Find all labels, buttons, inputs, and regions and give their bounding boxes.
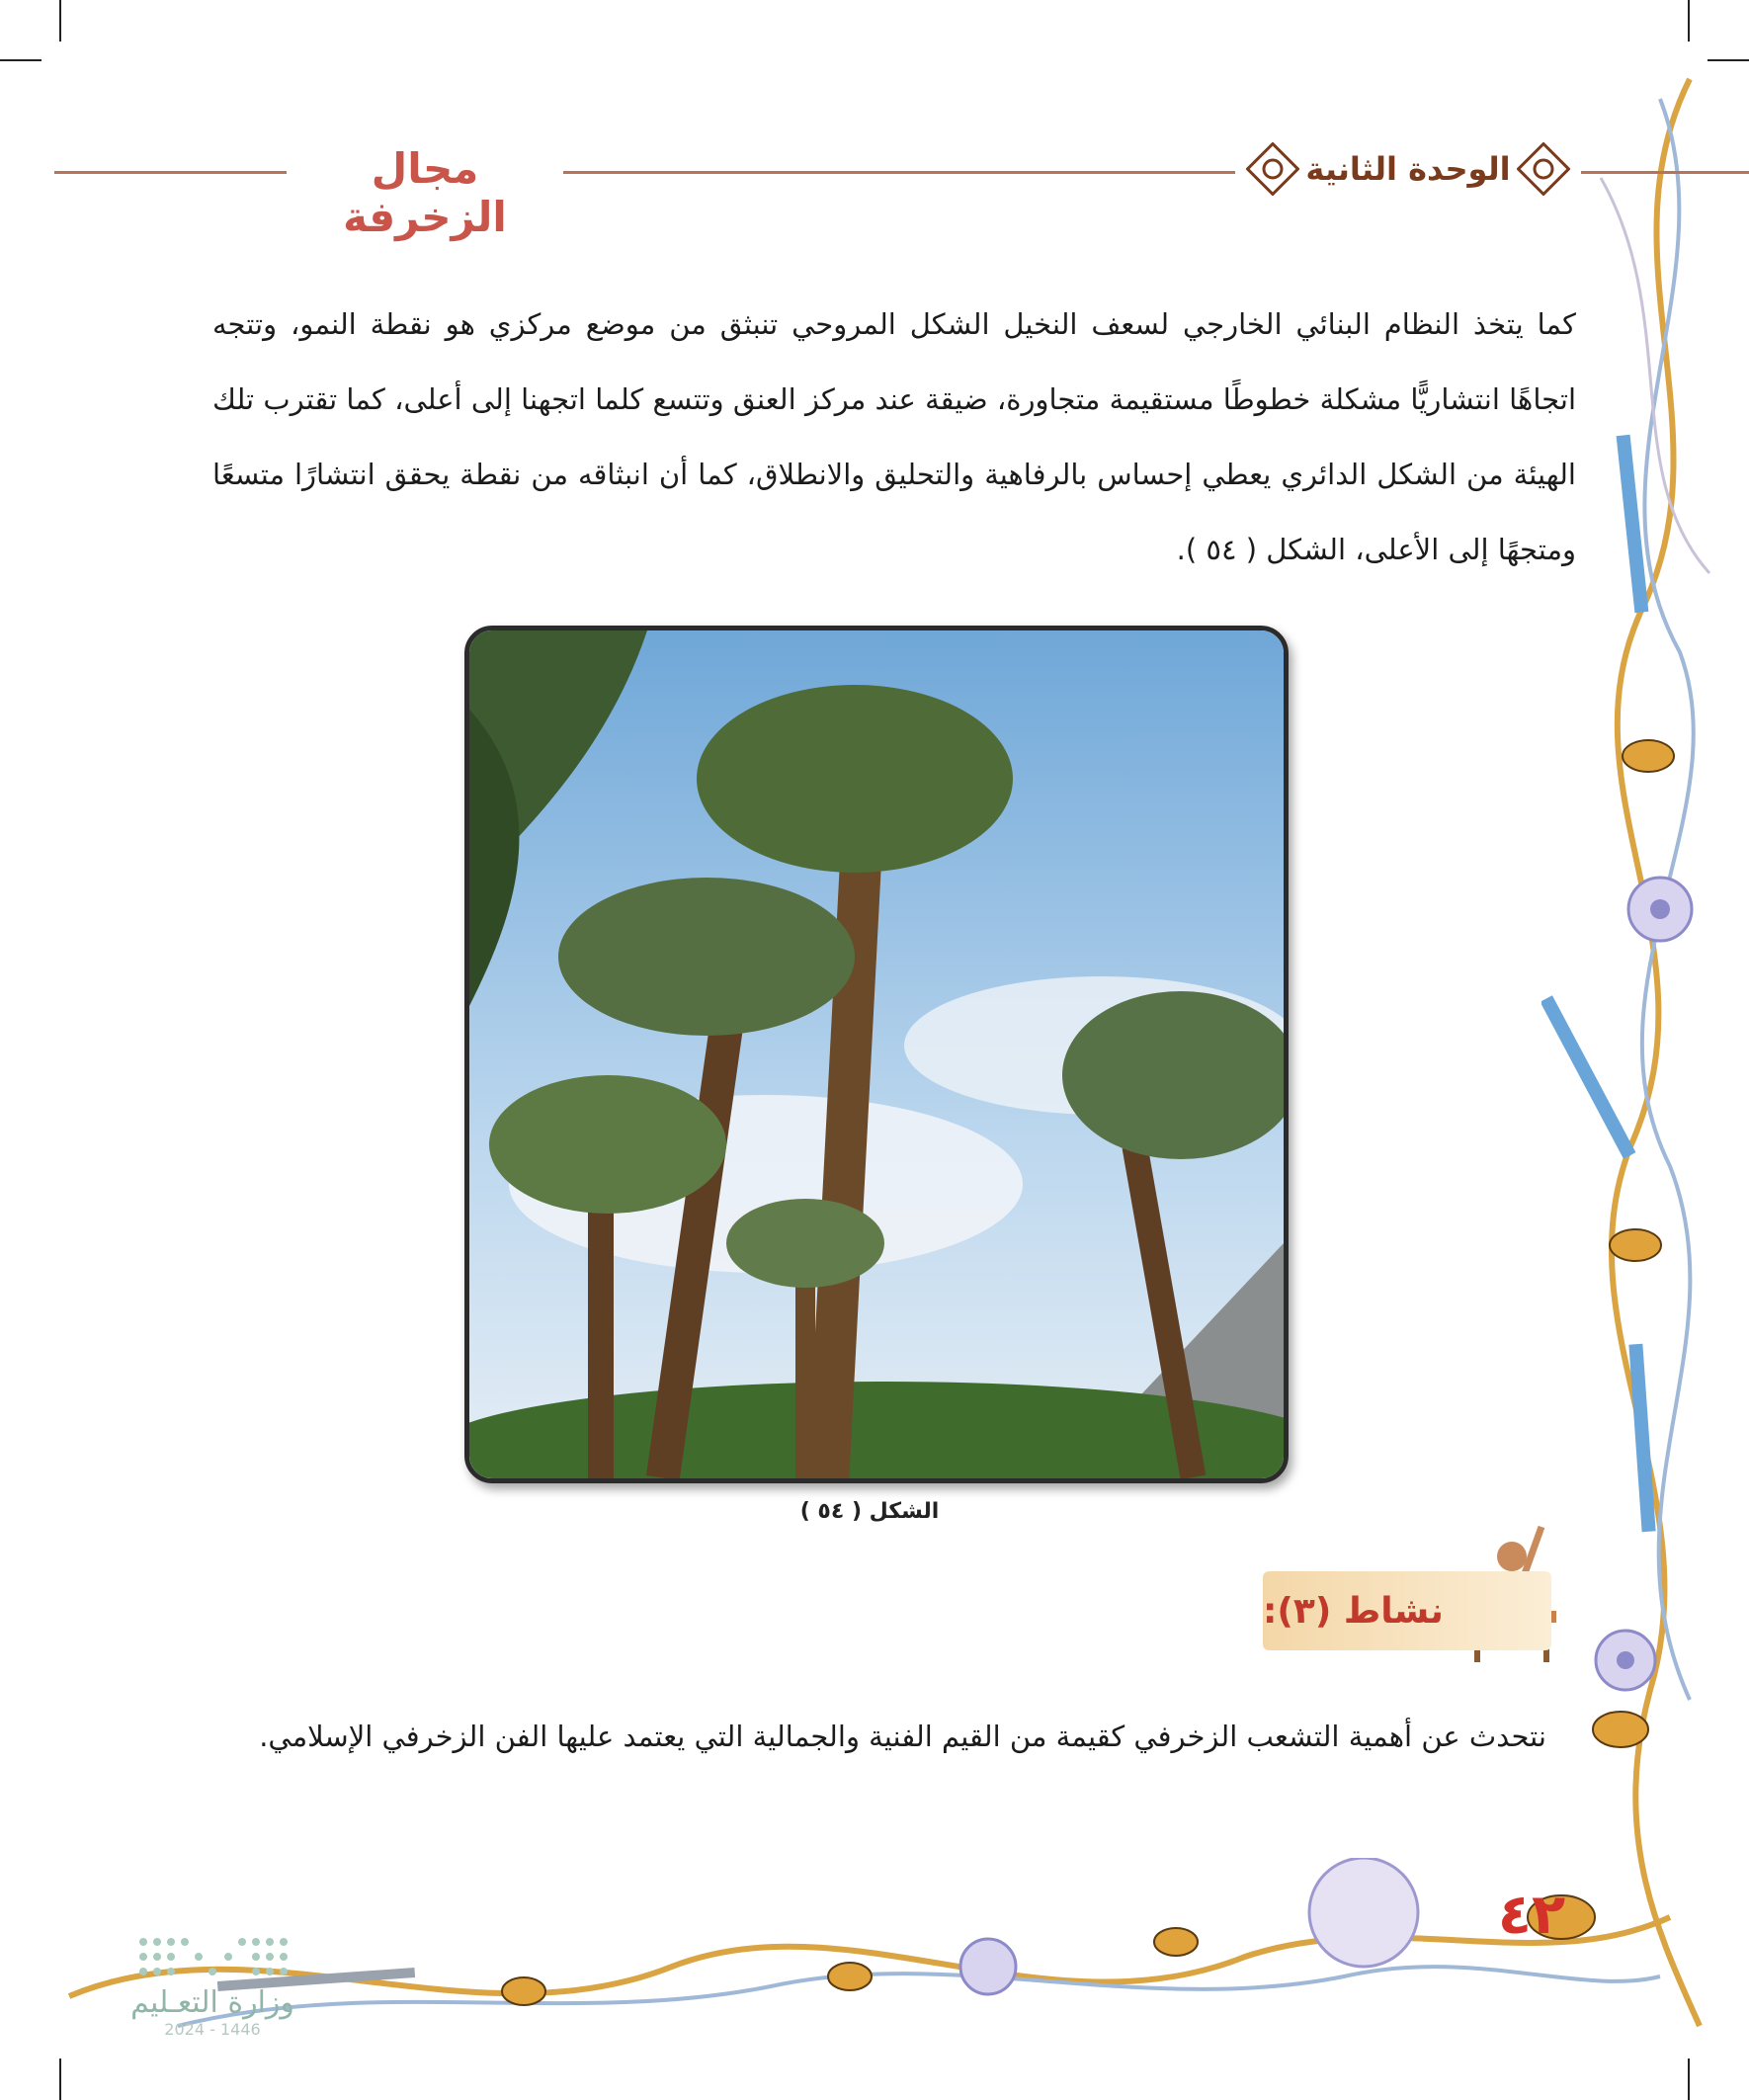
ministry-dots-icon <box>133 1932 292 1981</box>
activity-label: نشاط (٣): <box>1263 1590 1444 1632</box>
crop-mark <box>1688 0 1690 42</box>
unit-title: الوحدة الثانية <box>1305 150 1511 188</box>
ministry-name: وزارة التعـليم <box>130 1985 294 2020</box>
crop-mark <box>0 59 42 61</box>
ministry-years: 2024 - 1446 <box>164 2020 261 2039</box>
ministry-logo <box>94 1932 331 2039</box>
palm-trees-image <box>469 630 1284 1478</box>
activity-text: نتحدث عن أهمية التشعب الزخرفي كقيمة من القيم الفنية والجمالية التي يعتمد عليها الفن الزخرفي الإسلامي. <box>259 1720 1546 1753</box>
unit-badge <box>1235 134 1581 204</box>
activity-header <box>1263 1571 1551 1650</box>
crop-mark <box>59 0 61 42</box>
header-rule-middle <box>553 171 1235 174</box>
field-title: مجال الزخرفة <box>287 144 563 241</box>
figure-caption: الشكل ( ٥٤ ) <box>799 1499 940 1524</box>
header-rule-right <box>1581 171 1749 174</box>
header-rule-left <box>54 171 292 174</box>
crop-mark <box>1688 2058 1690 2100</box>
crop-mark <box>59 2058 61 2100</box>
ornament-icon <box>1517 142 1570 196</box>
palm-trees-photo <box>464 626 1289 1483</box>
body-paragraph: كما يتخذ النظام البنائي الخارجي لسعف النخيل الشكل المروحي تنبثق من موضع مركزي هو نقطة النمو، وتتجه اتجاهًا انتشاريًّا مشكلة خطوطًا مستقيمة متجاورة، ضيقة عند مركز العنق وتتسع كلما اتجهنا إلى أعلى، كما تقترب تلك الهيئة من الشكل الدائري يعطي إحساس بالرفاهية والتحليق والانطلاق، كما أن انبثاقه من نقطة يحقق انتشارًا متسعًا ومتجهًا إلى الأعلى، الشكل ( ٥٤ ). <box>212 307 1576 566</box>
ornament-icon <box>1246 142 1299 196</box>
page-number: ٤٢ <box>1497 1883 1566 1947</box>
